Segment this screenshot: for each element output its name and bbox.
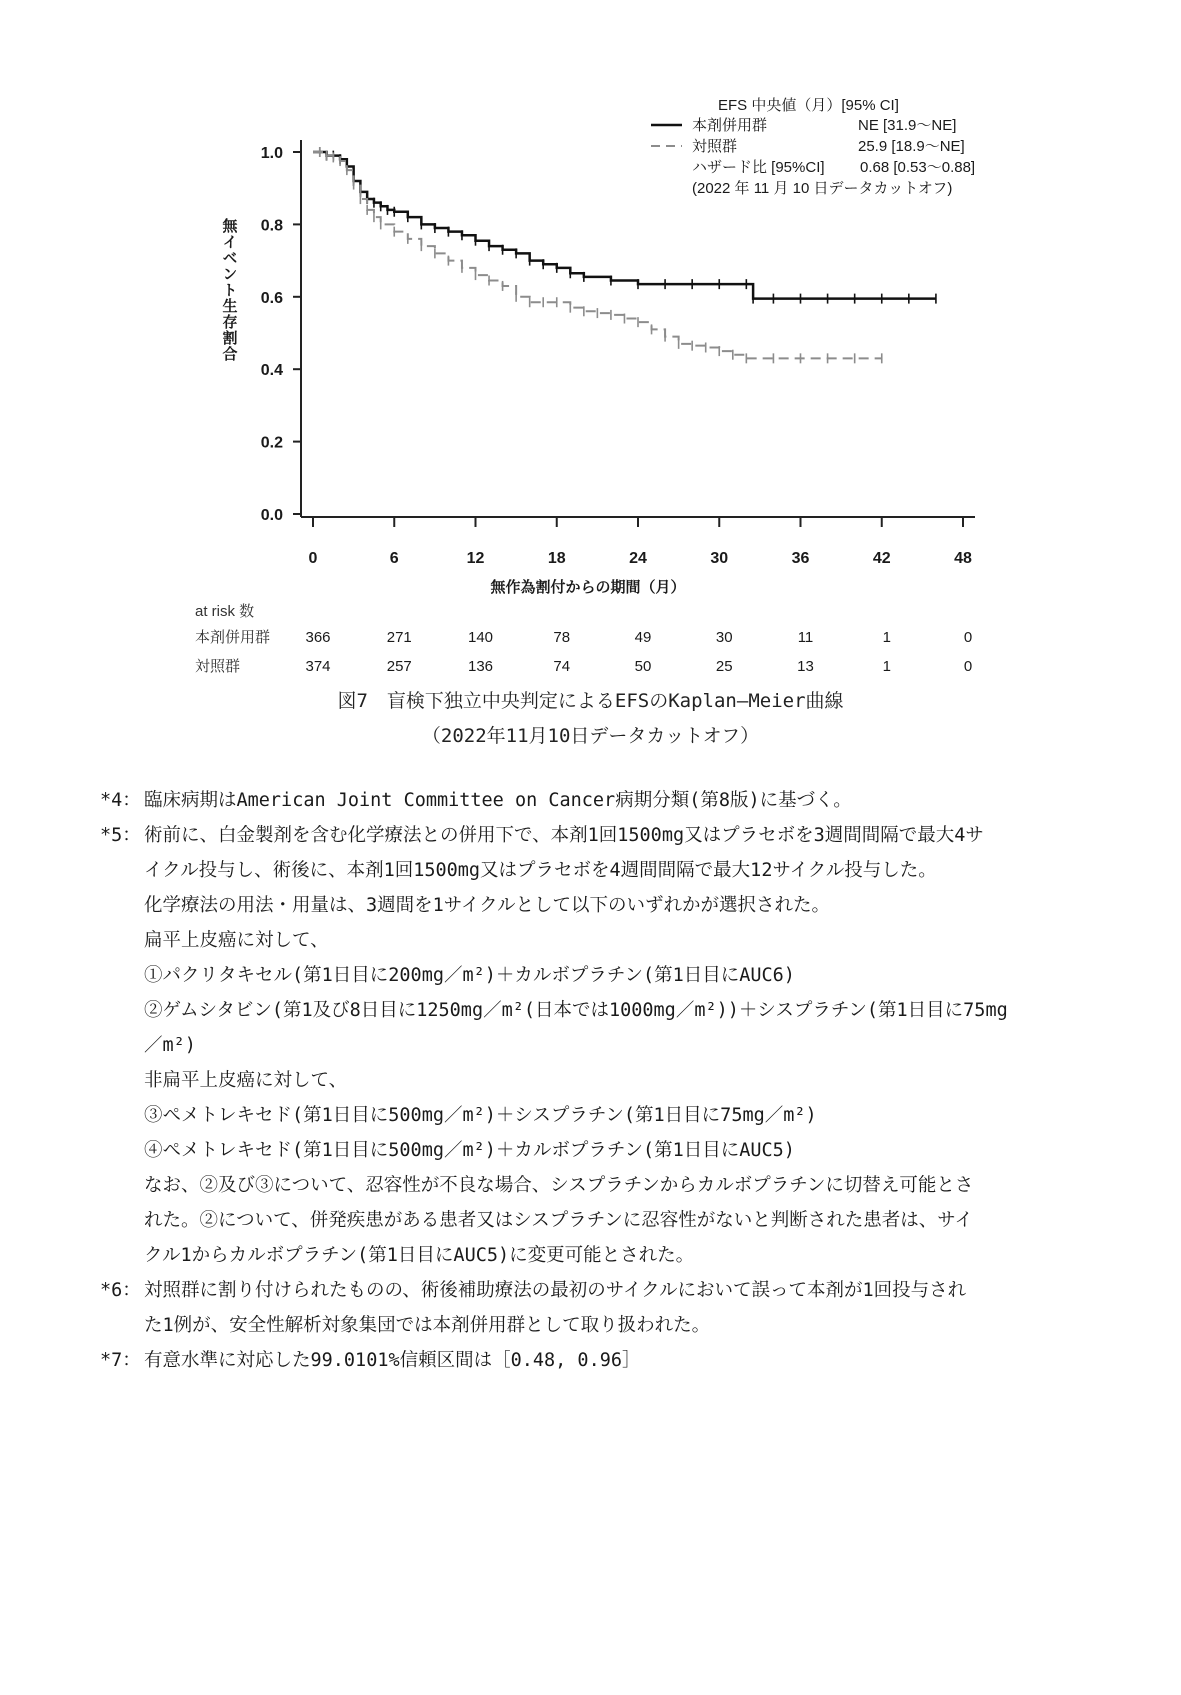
x-tick-label: 6	[389, 550, 399, 567]
at-risk-count: 13	[797, 658, 814, 675]
legend-hazard-label: ハザード比 [95%CI]	[692, 159, 825, 176]
x-tick-label: 48	[954, 550, 972, 567]
footnote-5	[100, 818, 1130, 853]
footnote-mark: *4：	[100, 790, 141, 811]
at-risk-row-label-treatment: 本剤併用群	[195, 629, 271, 646]
y-tick-label: 0.6	[260, 289, 283, 307]
footnote-text: ④ペメトレキセド(第1日目に500mg／m²)＋カルボプラチン(第1日目にAUC5)	[144, 1140, 795, 1161]
y-tick-label: 1.0	[260, 145, 283, 162]
figure-caption-cutoff: （2022年11月10日データカットオフ）	[421, 725, 760, 747]
footnote-mark: *6：	[100, 1280, 141, 1301]
footnote-4	[100, 783, 1130, 818]
footnote-text: れた。②について、併発疾患がある患者又はシスプラチンに忍容性がないと判断された患者は、サイ	[144, 1210, 973, 1231]
at-risk-count: 25	[715, 658, 733, 675]
at-risk-count: 0	[963, 629, 973, 646]
footnote-text: ／m²)	[144, 1035, 196, 1056]
footnote-text: 術前に、白金製剤を含む化学療法との併用下で、本剤1回1500mg又はプラセボを3週間間隔で最大4サ	[144, 825, 984, 846]
at-risk-count: 374	[305, 658, 331, 675]
footnote-text: イクル投与し、術後に、本剤1回1500mg又はプラセボを4週間間隔で最大12サイクル投与した。	[144, 860, 937, 881]
x-tick-label: 12	[466, 550, 485, 567]
at-risk-count: 30	[715, 629, 733, 646]
x-tick-label: 0	[308, 550, 318, 567]
footnote-text: 臨床病期はAmerican Joint Committee on Cancer病期分類(第8版)に基づく。	[144, 790, 852, 811]
footnote-text: ③ペメトレキセド(第1日目に500mg／m²)＋シスプラチン(第1日目に75mg／m²)	[144, 1105, 817, 1126]
x-tick-label: 24	[629, 550, 647, 567]
footnote-text: 化学療法の用法・用量は、3週間を1サイクルとして以下のいずれかが選択された。	[144, 895, 831, 916]
at-risk-count: 1	[882, 658, 891, 675]
footnote-text: ②ゲムシタビン(第1及び8日目に1250mg／m²(日本では1000mg／m²))＋シスプラチン(第1日目に75mg	[144, 1000, 1008, 1021]
y-tick-label: 0.2	[260, 434, 283, 452]
at-risk-count: 78	[553, 629, 571, 646]
at-risk-count: 74	[553, 658, 571, 675]
at-risk-count: 136	[467, 658, 494, 675]
legend-cutoff: (2022 年 11 月 10 日データカットオフ)	[692, 180, 953, 197]
km-chart	[0, 0, 1181, 690]
y-tick-label: 0.4	[260, 362, 283, 380]
legend-label-treatment: 本剤併用群	[692, 117, 768, 134]
y-tick-label: 0.8	[260, 217, 283, 235]
legend-hazard-value: 0.68 [0.53～0.88]	[860, 159, 976, 176]
legend-value-treatment: NE [31.9～NE]	[858, 117, 957, 134]
footnote-mark: *7：	[100, 1350, 141, 1371]
footnote-7	[100, 1343, 1130, 1378]
x-tick-label: 30	[710, 550, 729, 567]
footnote-text: ①パクリタキセル(第1日目に200mg／m²)＋カルボプラチン(第1日目にAUC6)	[144, 965, 795, 986]
x-tick-label: 36	[791, 550, 810, 567]
at-risk-count: 271	[386, 629, 412, 646]
at-risk-count: 49	[634, 629, 652, 646]
at-risk-count: 50	[634, 658, 652, 675]
footnote-text: 非扁平上皮癌に対して、	[144, 1070, 348, 1091]
at-risk-count: 366	[305, 629, 331, 646]
legend-label-control: 対照群	[692, 138, 738, 155]
at-risk-title: at risk 数	[195, 603, 255, 620]
footnote-text: なお、②及び③について、忍容性が不良な場合、シスプラチンからカルボプラチンに切替え可能とさ	[144, 1175, 974, 1196]
y-tick-label: 0.0	[260, 507, 283, 524]
footnote-text: 対照群に割り付けられたものの、術後補助療法の最初のサイクルにおいて誤って本剤が1回投与され	[144, 1280, 967, 1301]
at-risk-count: 0	[963, 658, 973, 675]
footnotes	[100, 783, 1130, 1378]
legend-header: EFS 中央値（月）[95% CI]	[718, 97, 899, 114]
y-axis-title: 無イベント生存割合	[220, 218, 238, 362]
footnote-6	[100, 1273, 1130, 1308]
x-tick-label: 18	[547, 550, 566, 567]
footnote-mark: *5：	[100, 825, 141, 846]
footnote-text: クル1からカルボプラチン(第1日目にAUC5)に変更可能とされた。	[144, 1245, 695, 1266]
legend-value-control: 25.9 [18.9～NE]	[858, 138, 965, 155]
figure-caption-title: 図7 盲検下独立中央判定によるEFSのKaplan―Meier曲線	[337, 690, 844, 712]
footnote-text: た1例が、安全性解析対象集団では本剤併用群として取り扱われた。	[144, 1315, 711, 1336]
at-risk-count: 257	[386, 658, 412, 675]
footnote-text: 扁平上皮癌に対して、	[144, 930, 329, 951]
at-risk-row-label-control: 対照群	[195, 658, 241, 675]
x-axis-title: 無作為割付からの期間（月）	[490, 579, 686, 596]
at-risk-count: 11	[797, 629, 814, 646]
at-risk-count: 1	[882, 629, 891, 646]
x-tick-label: 42	[872, 550, 891, 567]
at-risk-count: 140	[467, 629, 494, 646]
footnote-text: 有意水準に対応した99.0101%信頼区間は［0.48, 0.96］	[144, 1350, 641, 1371]
